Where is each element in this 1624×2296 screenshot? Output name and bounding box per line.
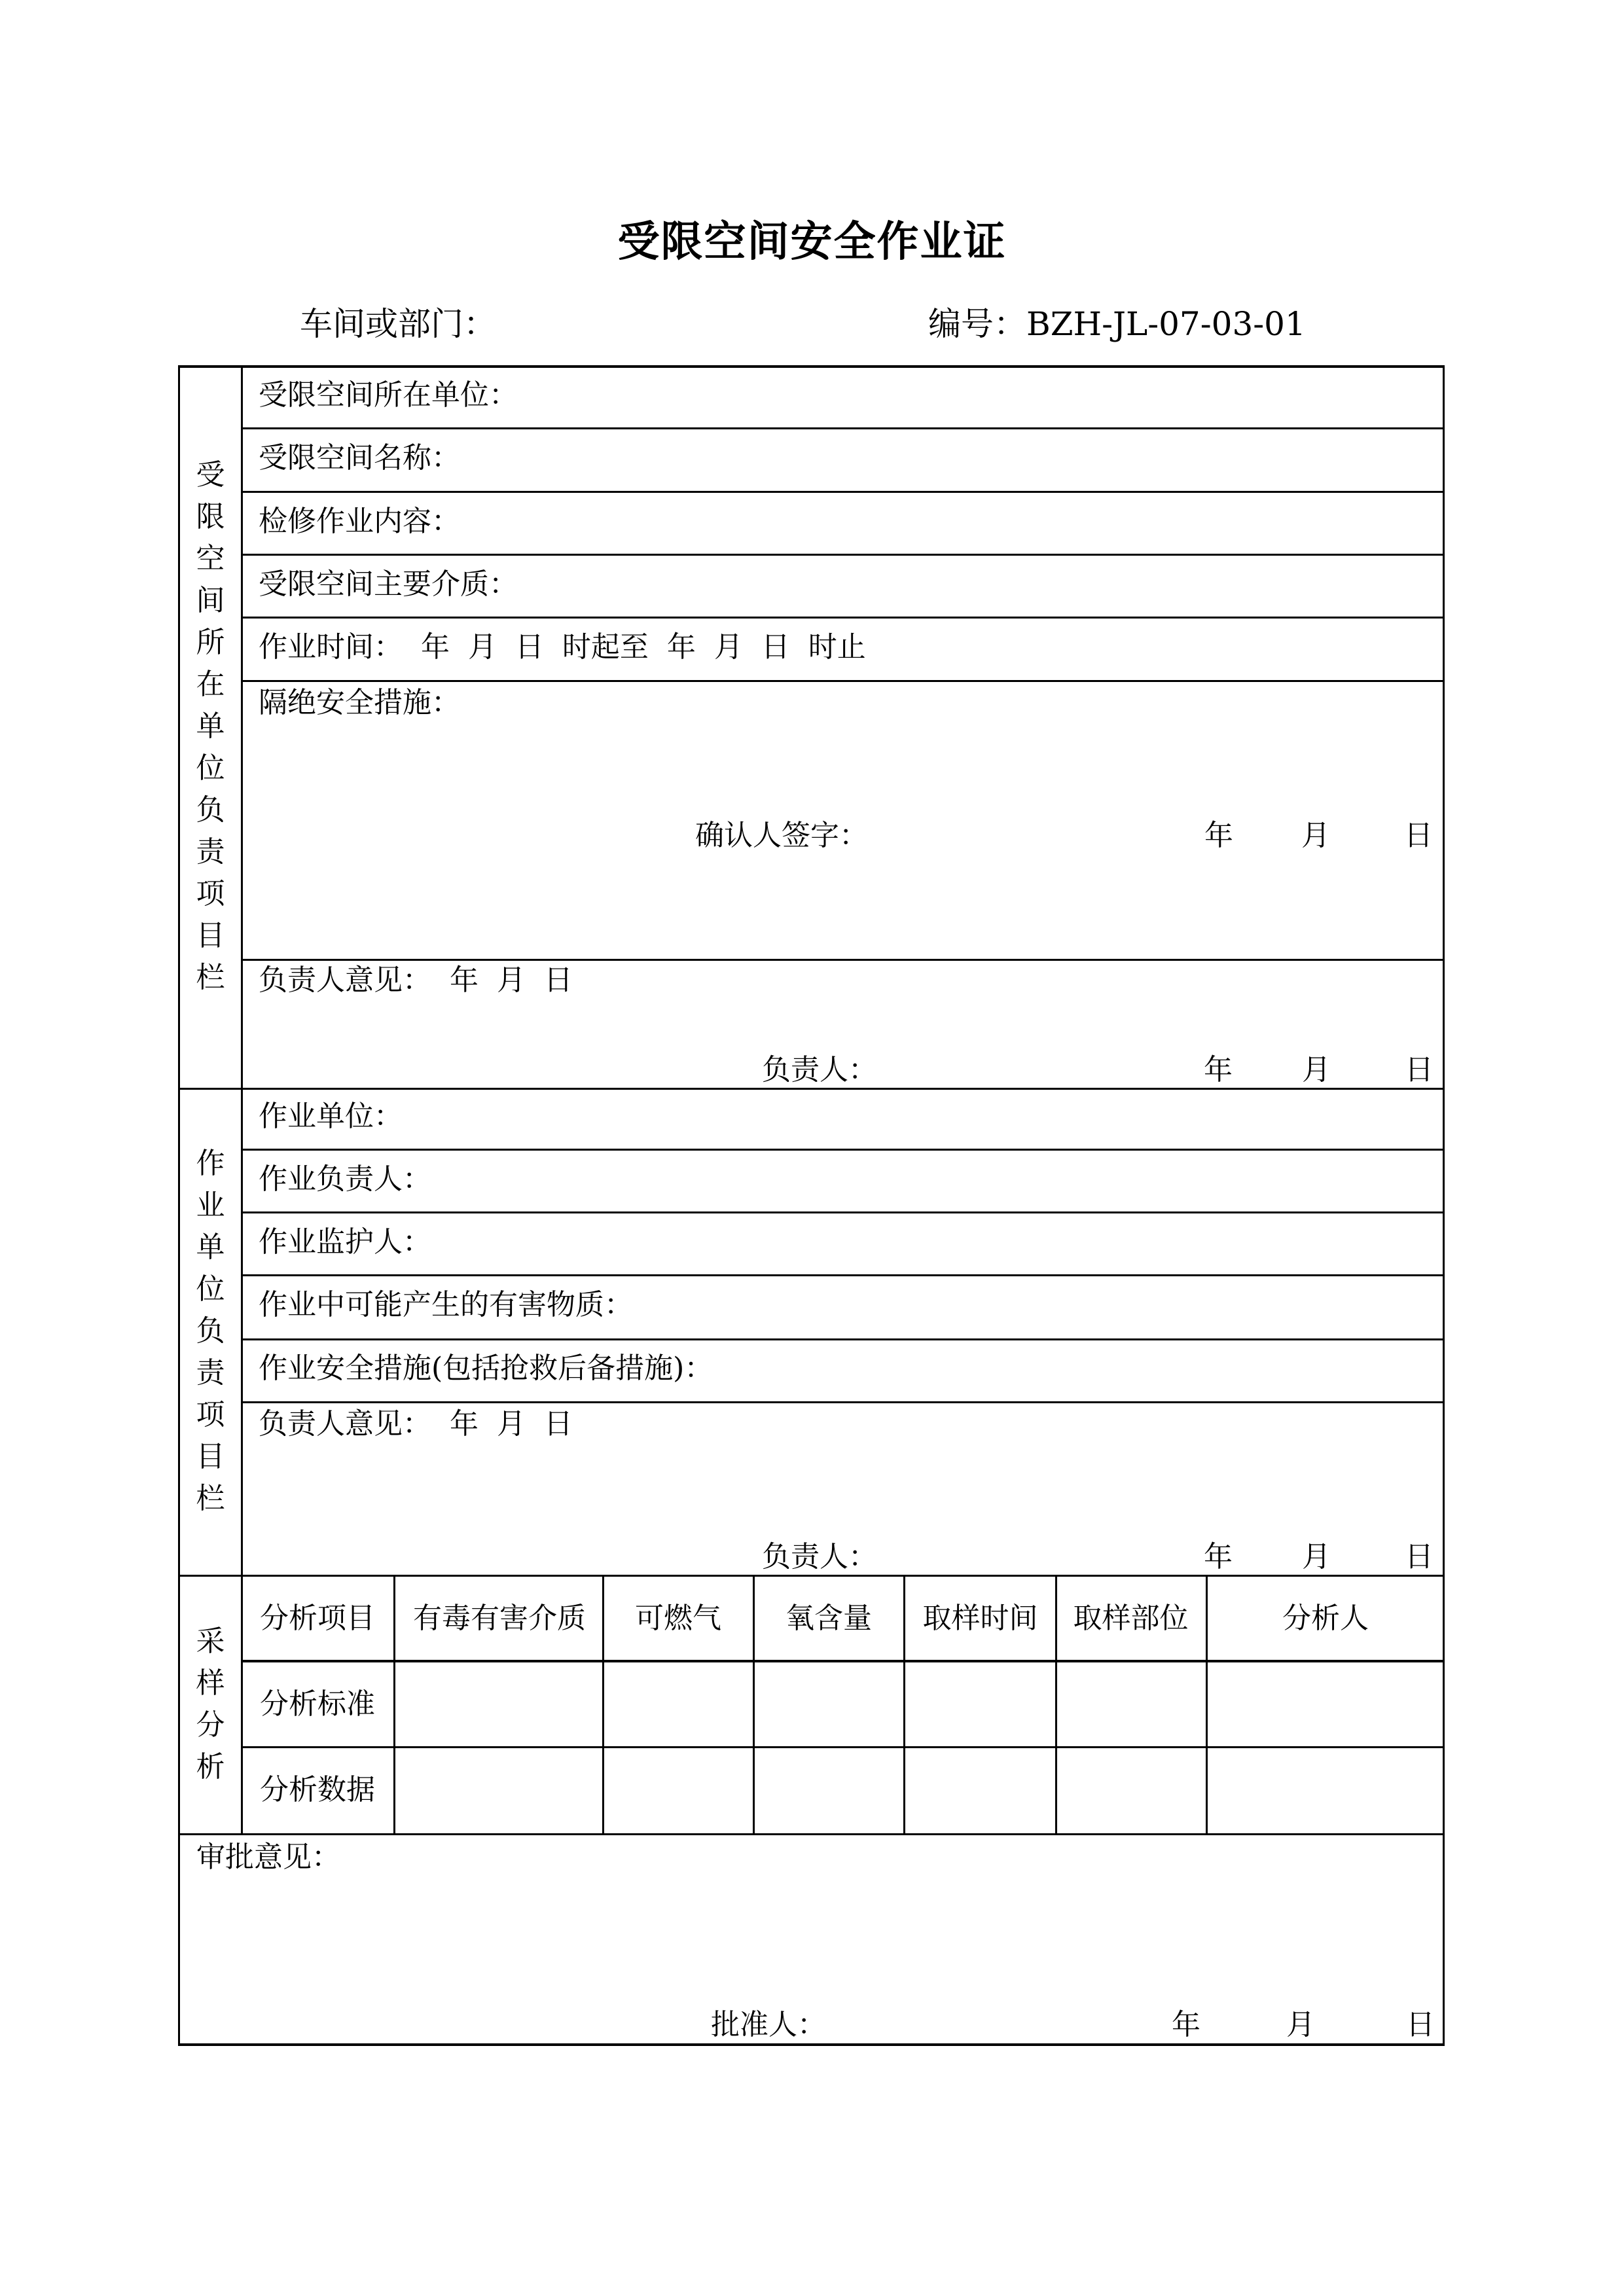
field-safety-measures[interactable]: 作业安全措施(包括抢救后备措施)： xyxy=(259,1352,713,1385)
field-maintenance-content[interactable]: 检修作业内容： xyxy=(259,505,460,538)
sampling-header-oxygen-content: 氧含量 xyxy=(785,1602,872,1635)
divider xyxy=(241,959,1443,961)
sampling-row-label-standard: 分析标准 xyxy=(260,1687,375,1721)
section2-side-label: 作业单位负责项目栏 xyxy=(196,1147,225,1515)
sampling-data-cell[interactable] xyxy=(755,1749,902,1832)
sampling-row-label-data: 分析数据 xyxy=(260,1773,375,1806)
section1-side-label: 受限空间所在单位负责项目栏 xyxy=(196,458,225,994)
confirmer-signature-label[interactable]: 确认人签字： xyxy=(695,819,868,852)
field-work-time[interactable]: 作业时间： 年 月 日 时起至 年 月 日 时止 xyxy=(259,630,866,664)
date-month: 月 xyxy=(1286,2008,1315,2041)
sampling-header-sampling-location: 取样部位 xyxy=(1073,1602,1189,1635)
side-column-divider xyxy=(241,365,243,1833)
approver-signature-label[interactable]: 批准人： xyxy=(711,2008,826,2041)
field-confined-space-name[interactable]: 受限空间名称： xyxy=(259,441,460,475)
divider xyxy=(241,1401,1443,1403)
sampling-data-cell[interactable] xyxy=(396,1662,601,1745)
section-divider xyxy=(178,1833,1445,1835)
sampling-data-cell[interactable] xyxy=(906,1749,1054,1832)
date-year: 年 xyxy=(1172,2008,1200,2041)
divider xyxy=(241,491,1443,493)
sampling-data-cell[interactable] xyxy=(605,1749,751,1832)
sampling-header-combustible-gas: 可燃气 xyxy=(635,1602,721,1635)
table-bottom-border xyxy=(178,2043,1445,2046)
sampling-data-cell[interactable] xyxy=(1058,1749,1204,1832)
field-work-supervisor[interactable]: 作业负责人： xyxy=(259,1162,431,1196)
isolation-measures-label: 隔绝安全措施： xyxy=(259,686,460,719)
grid-col-divider xyxy=(753,1575,755,1833)
table-top-border xyxy=(178,365,1445,368)
sampling-data-cell[interactable] xyxy=(1058,1662,1204,1745)
sampling-data-cell[interactable] xyxy=(605,1662,751,1745)
sampling-header-analyst: 分析人 xyxy=(1282,1602,1369,1635)
date-month: 月 xyxy=(1301,819,1330,852)
date-day: 日 xyxy=(1406,2008,1435,2041)
date-year: 年 xyxy=(1204,1053,1233,1086)
divider xyxy=(241,427,1443,429)
date-month: 月 xyxy=(1302,1053,1331,1086)
divider xyxy=(241,680,1443,682)
sampling-data-cell[interactable] xyxy=(396,1749,601,1832)
supervisor-signature-label[interactable]: 负责人： xyxy=(762,1540,877,1573)
date-day: 日 xyxy=(1405,1540,1434,1573)
divider xyxy=(241,1211,1443,1213)
date-year: 年 xyxy=(1204,1540,1233,1573)
field-main-medium[interactable]: 受限空间主要介质： xyxy=(259,567,518,601)
sampling-side-label: 采样分析 xyxy=(196,1624,225,1784)
section2-side-label-cell xyxy=(180,1088,241,1575)
date-day: 日 xyxy=(1404,819,1433,852)
sampling-data-cell[interactable] xyxy=(1208,1749,1441,1832)
field-harmful-substances[interactable]: 作业中可能产生的有害物质： xyxy=(259,1288,633,1321)
field-work-guardian[interactable]: 作业监护人： xyxy=(259,1225,431,1259)
section1-side-label-cell xyxy=(180,365,241,1088)
sampling-header-sampling-time: 取样时间 xyxy=(922,1602,1038,1635)
table-right-border xyxy=(1443,365,1445,2045)
sampling-header-toxic-medium: 有毒有害介质 xyxy=(413,1602,586,1635)
section-divider xyxy=(178,1088,1445,1090)
form-code: 编号：BZH-JL-07-03-01 xyxy=(928,305,1306,343)
sampling-side-label-cell xyxy=(180,1575,241,1833)
grid-col-divider xyxy=(903,1575,905,1833)
divider xyxy=(241,1274,1443,1276)
divider xyxy=(241,1149,1443,1151)
field-confined-space-unit[interactable]: 受限空间所在单位： xyxy=(259,378,518,412)
form-title: 受限空间安全作业证 xyxy=(617,218,1007,266)
divider xyxy=(241,554,1443,556)
supervisor-opinion-label[interactable]: 负责人意见： 年 月 日 xyxy=(259,963,573,997)
divider xyxy=(241,617,1443,619)
approval-opinion-label[interactable]: 审批意见： xyxy=(196,1840,340,1874)
department-field-label: 车间或部门： xyxy=(300,305,496,343)
sampling-data-cell[interactable] xyxy=(906,1662,1054,1745)
date-year: 年 xyxy=(1204,819,1233,852)
field-work-unit[interactable]: 作业单位： xyxy=(259,1100,403,1133)
date-month: 月 xyxy=(1302,1540,1331,1573)
section-divider xyxy=(178,1575,1445,1577)
sampling-data-cell[interactable] xyxy=(1208,1662,1441,1745)
supervisor-signature-label[interactable]: 负责人： xyxy=(762,1053,877,1086)
sampling-header-analysis-item: 分析项目 xyxy=(260,1602,375,1635)
sampling-data-cell[interactable] xyxy=(755,1662,902,1745)
divider xyxy=(241,1746,1443,1748)
grid-col-divider xyxy=(602,1575,604,1833)
grid-col-divider xyxy=(1055,1575,1057,1833)
supervisor-opinion-label[interactable]: 负责人意见： 年 月 日 xyxy=(259,1407,573,1441)
grid-col-divider xyxy=(393,1575,395,1833)
divider xyxy=(241,1338,1443,1340)
grid-col-divider xyxy=(1206,1575,1208,1833)
date-day: 日 xyxy=(1405,1053,1434,1086)
